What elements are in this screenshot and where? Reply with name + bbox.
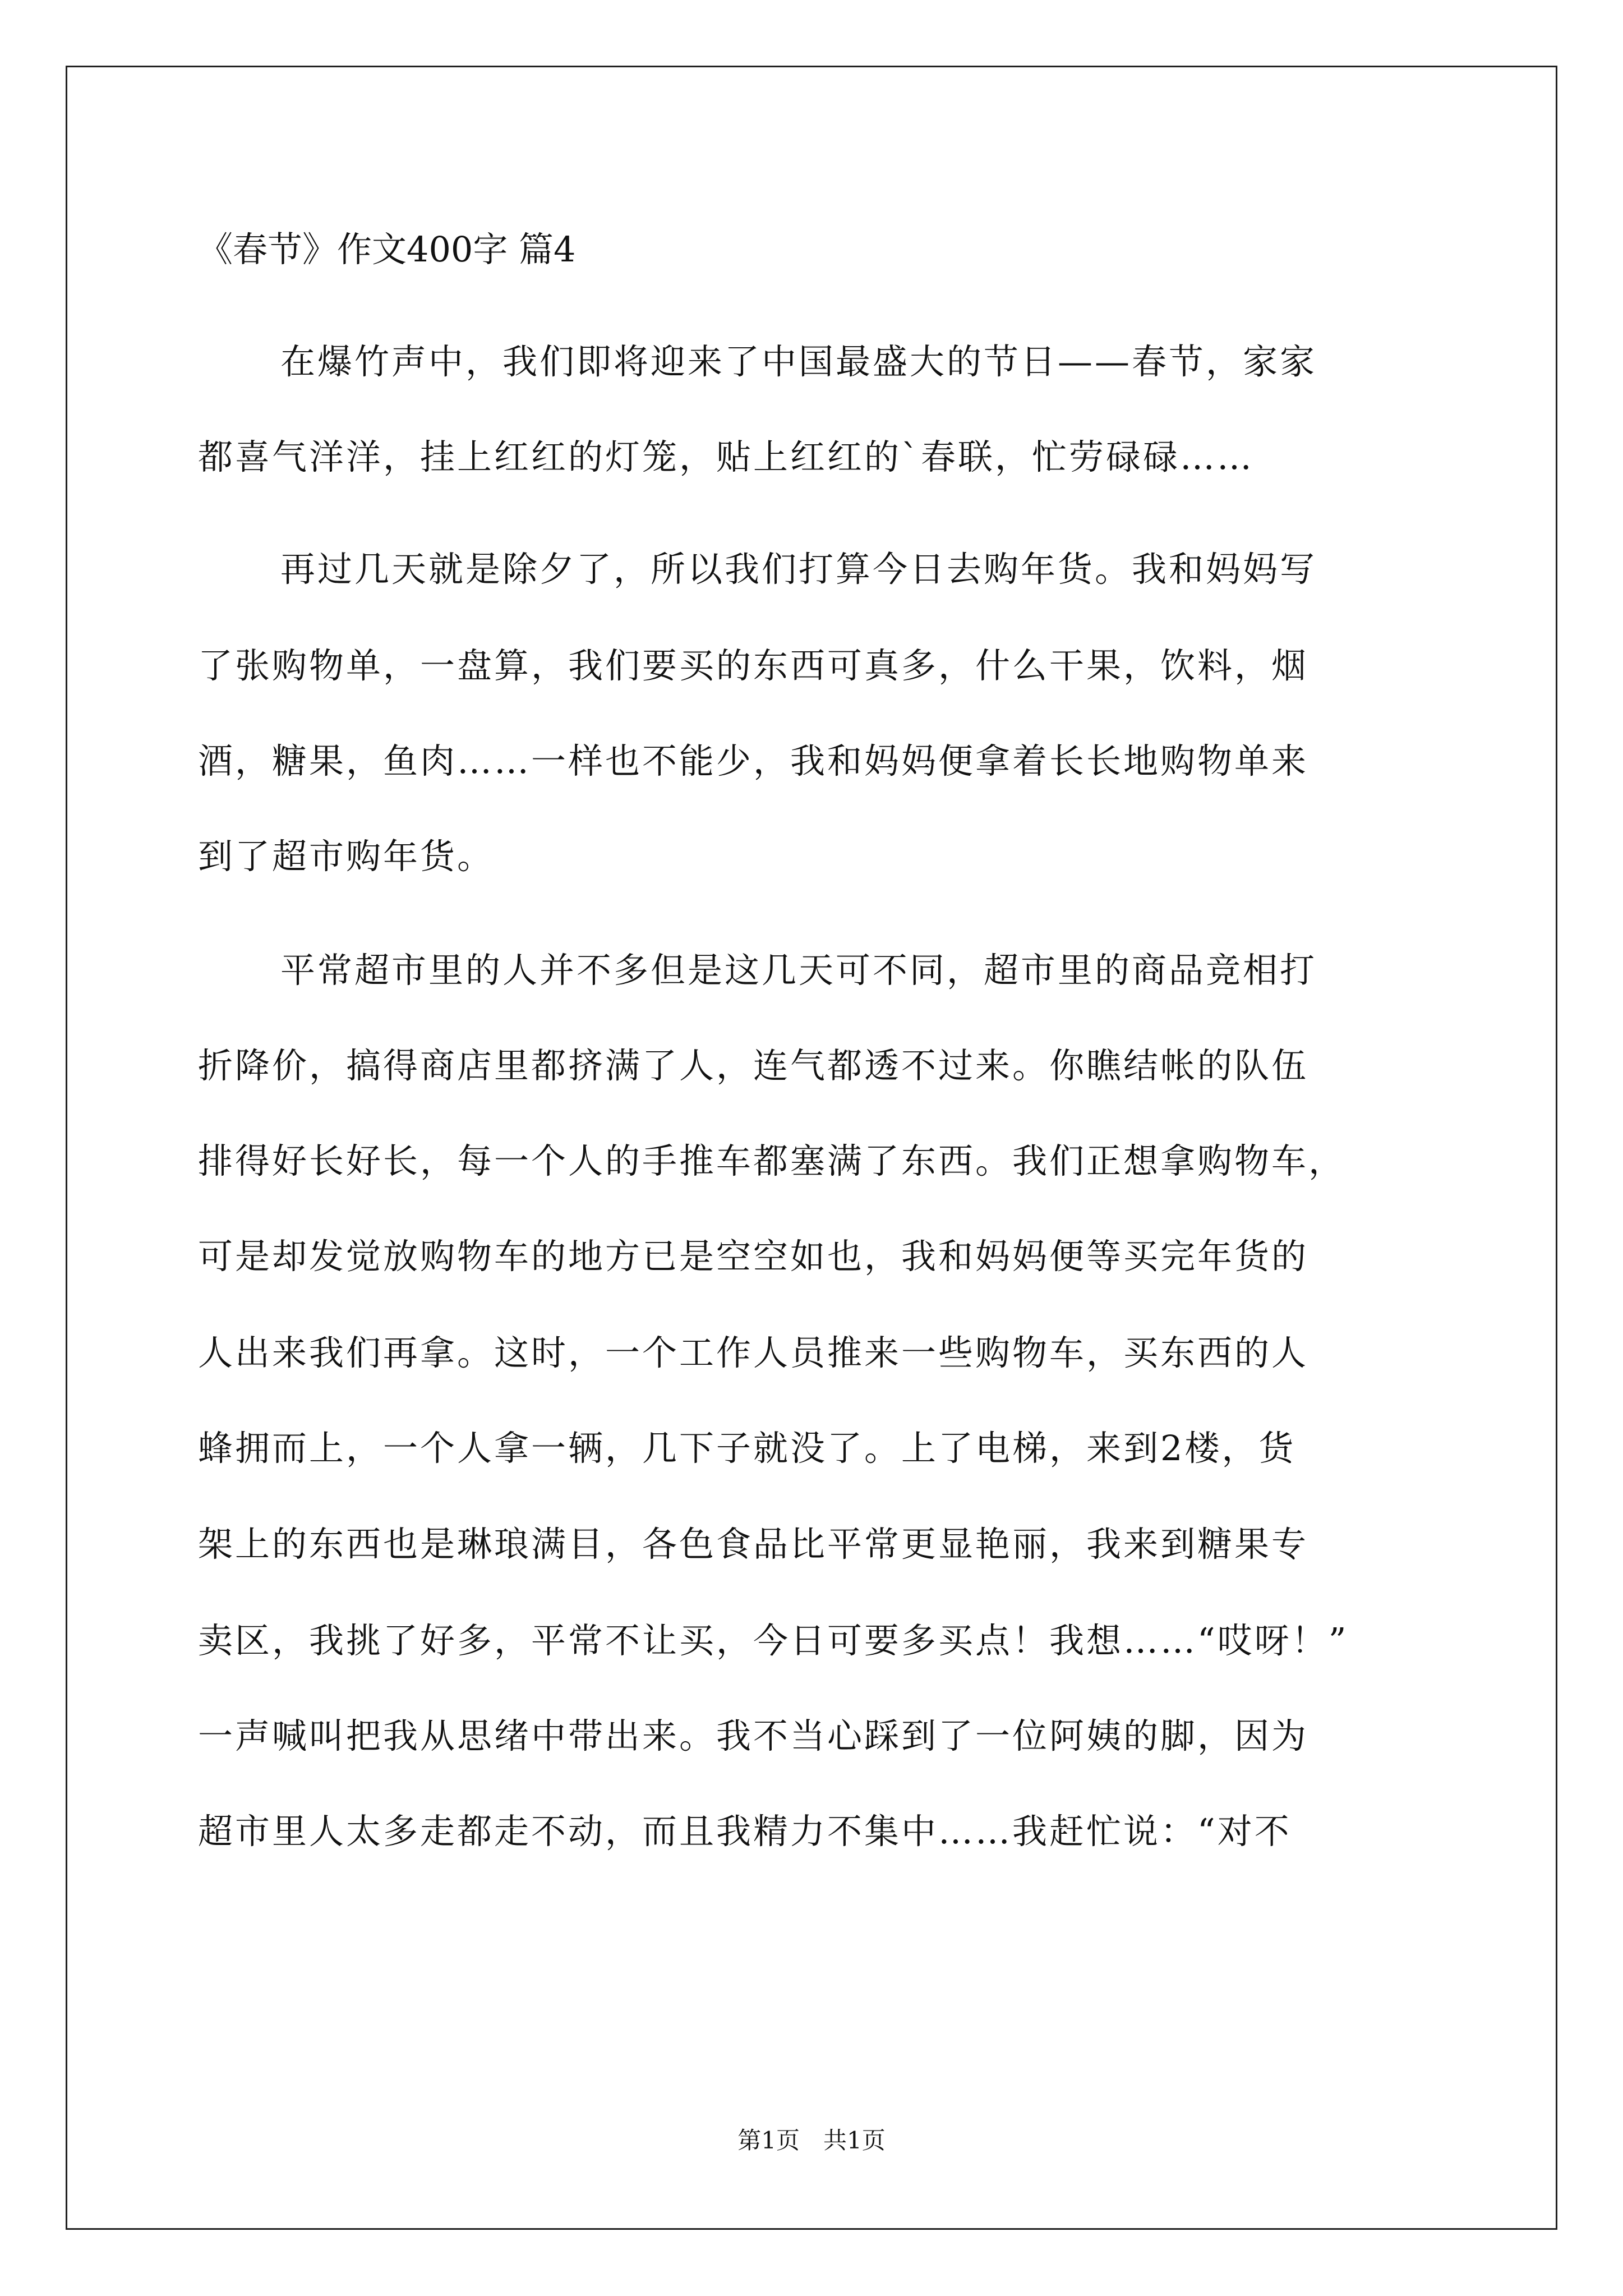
paragraph-3-line-8: 卖区，我挑了好多，平常不让买，今日可要多买点！我想……“哎呀！” [198, 1620, 1349, 1661]
paragraph-2-line-3: 酒，糖果，鱼肉……一样也不能少，我和妈妈便拿着长长地购物单来 [198, 740, 1309, 781]
paragraph-3-line-3: 排得好长好长，每一个人的手推车都塞满了东西。我们正想拿购物车， [198, 1140, 1346, 1181]
document-title: 《春节》作文400字 篇4 [198, 229, 576, 270]
paragraph-3-line-10: 超市里人太多走都走不动，而且我精力不集中……我赶忙说：“对不 [198, 1811, 1292, 1852]
paragraph-3-line-7: 架上的东西也是琳琅满目，各色食品比平常更显艳丽，我来到糖果专 [198, 1524, 1309, 1565]
paragraph-2-line-2: 了张购物单，一盘算，我们要买的东西可真多，什么干果，饮料，烟 [198, 645, 1309, 686]
paragraph-1-line-2: 都喜气洋洋，挂上红红的灯笼，贴上红红的`春联，忙劳碌碌…… [198, 436, 1255, 477]
paragraph-2-line-1: 再过几天就是除夕了，所以我们打算今日去购年货。我和妈妈写 [280, 549, 1317, 590]
paragraph-3-line-9: 一声喊叫把我从思绪中带出来。我不当心踩到了一位阿姨的脚，因为 [198, 1715, 1309, 1756]
paragraph-3-line-2: 折降价，搞得商店里都挤满了人，连气都透不过来。你瞧结帐的队伍 [198, 1045, 1309, 1086]
paragraph-3-line-6: 蜂拥而上，一个人拿一辆，几下子就没了。上了电梯，来到2楼，货 [198, 1428, 1296, 1469]
paragraph-2-line-4: 到了超市购年货。 [198, 836, 495, 877]
page-footer: 第1页 共1页 [737, 2127, 886, 2154]
paragraph-3-line-1: 平常超市里的人并不多但是这几天可不同，超市里的商品竞相打 [280, 950, 1317, 991]
paragraph-1-line-1: 在爆竹声中，我们即将迎来了中国最盛大的节日——春节，家家 [280, 341, 1317, 382]
paragraph-3-line-5: 人出来我们再拿。这时，一个工作人员推来一些购物车，买东西的人 [198, 1332, 1309, 1373]
paragraph-3-line-4: 可是却发觉放购物车的地方已是空空如也，我和妈妈便等买完年货的 [198, 1236, 1309, 1277]
